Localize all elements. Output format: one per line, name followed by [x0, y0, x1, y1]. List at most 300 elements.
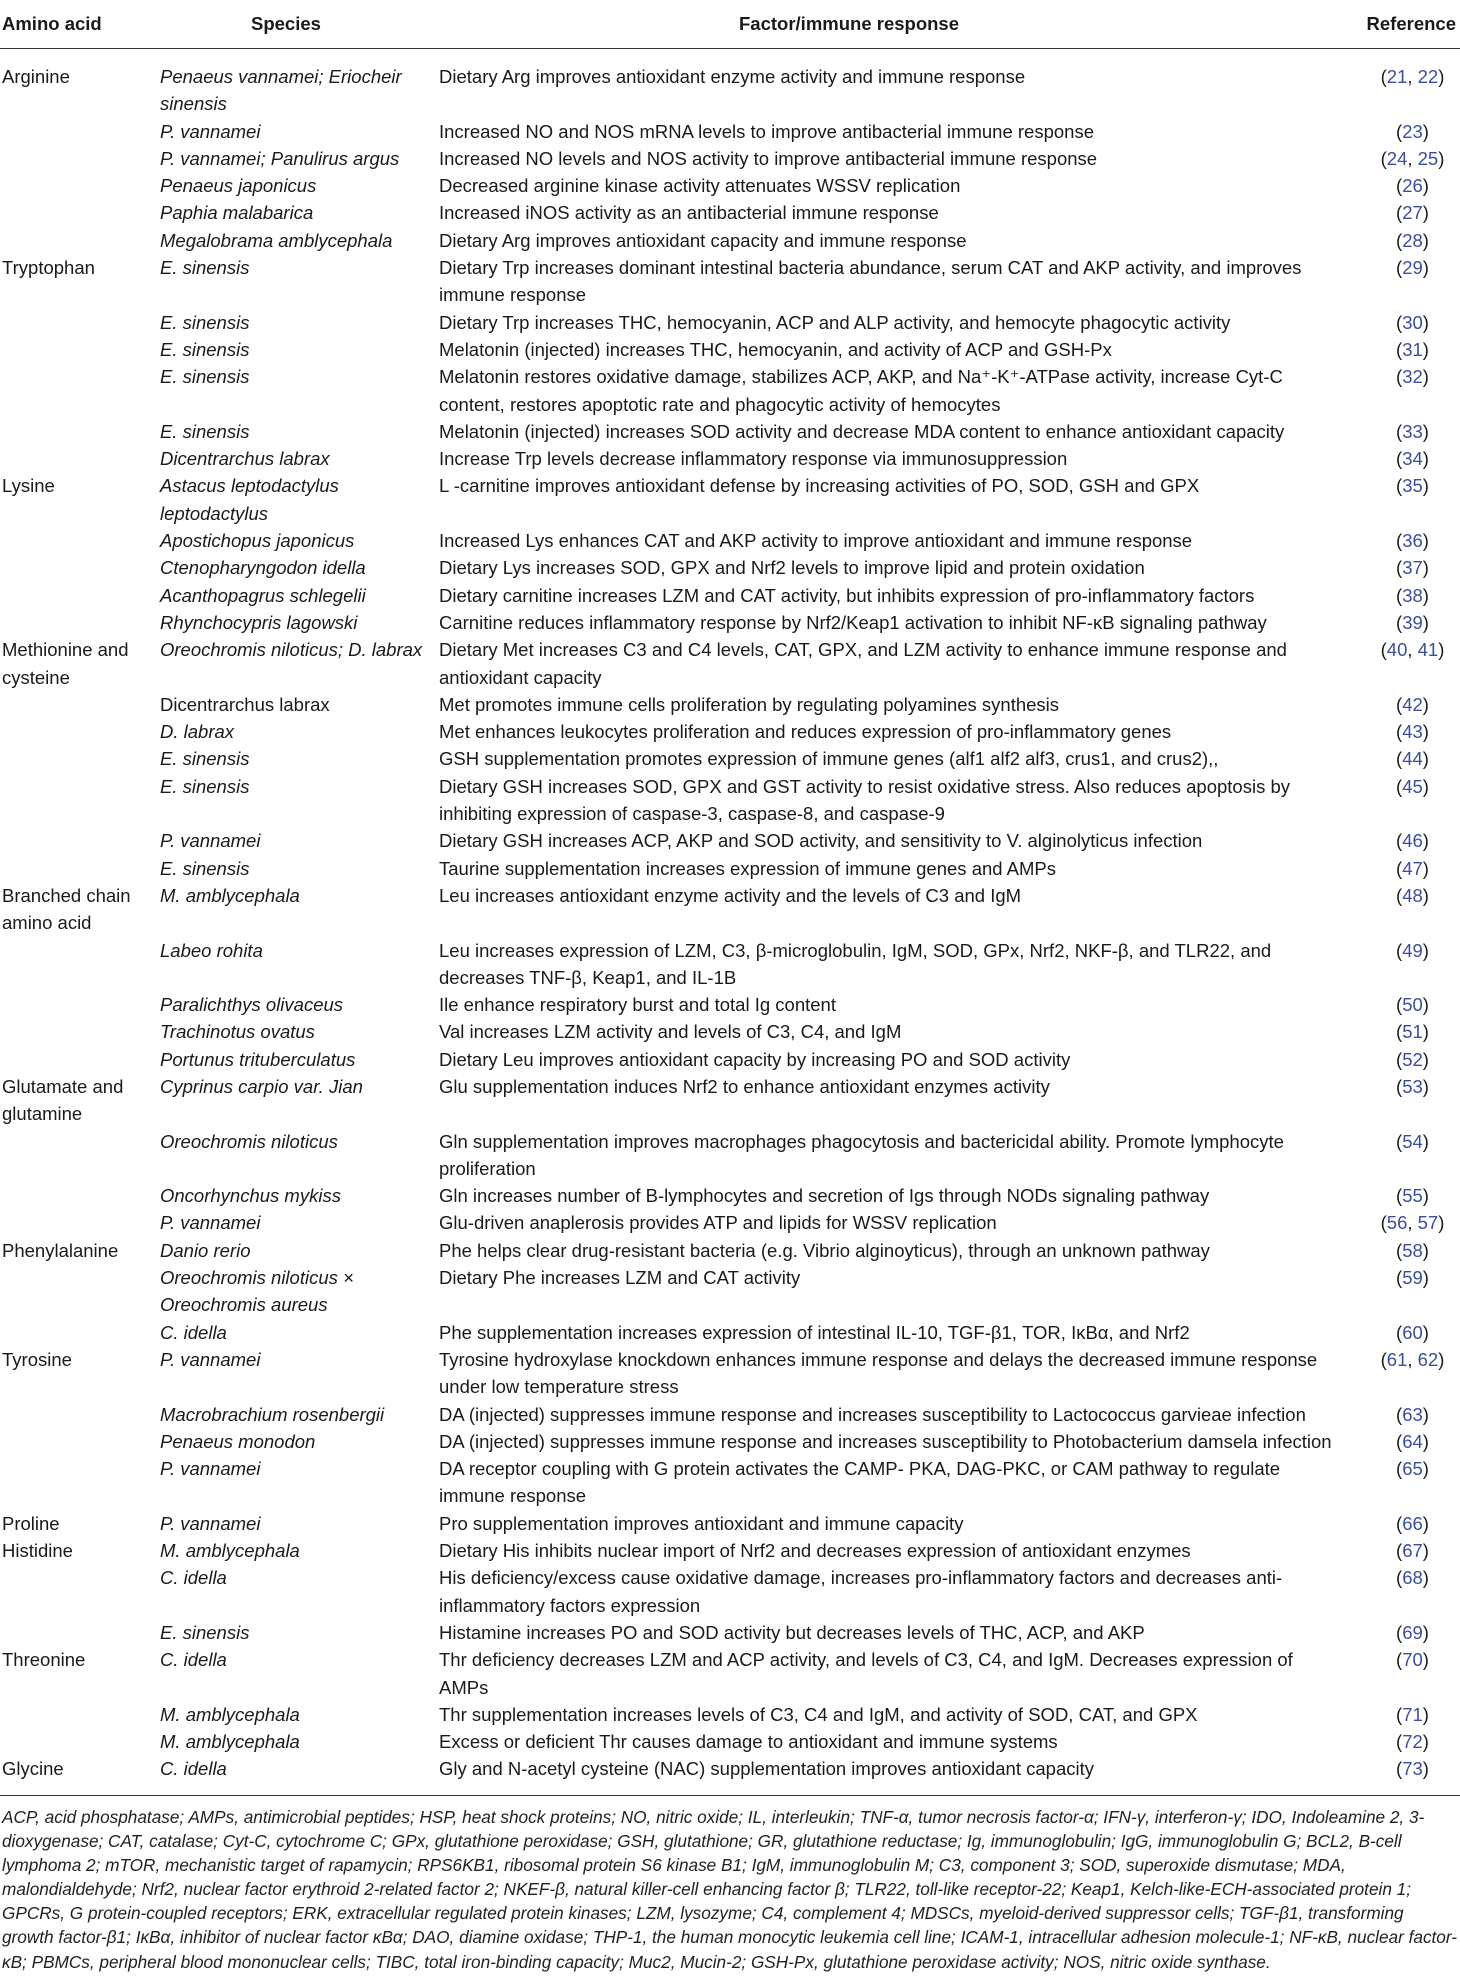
species-cell: Astacus leptodactylus leptodactylus	[160, 475, 339, 524]
reference-cell: (39)	[1396, 611, 1429, 633]
amino-acid-cell	[0, 1619, 159, 1646]
factor-cell: GSH supplementation promotes expression of immune genes (alf1 alf2 alf3, crus1, and crus2),,	[439, 748, 1219, 770]
table-row	[0, 227, 1460, 254]
species-cell: Macrobrachium rosenbergii	[160, 1403, 385, 1425]
table-row	[0, 118, 1460, 145]
amino-acid-cell	[0, 363, 159, 418]
species-cell: Danio rerio	[160, 1239, 251, 1261]
reference-cell: (48)	[1396, 884, 1429, 906]
amino-acid-cell	[0, 691, 159, 718]
table-row	[0, 554, 1460, 581]
species-cell: E. sinensis	[160, 366, 250, 388]
factor-cell: Dietary GSH increases SOD, GPX and GST activity to resist oxidative stress. Also reduces apoptosis by inhibiting expression of caspase-3, caspase-8, and caspase-9	[439, 775, 1290, 825]
table-row	[0, 1346, 1460, 1401]
reference-cell: (60)	[1396, 1321, 1429, 1343]
factor-cell: DA (injected) suppresses immune response and increases susceptibility to Lactococcus garvieae infection	[439, 1403, 1306, 1425]
reference-cell: (29)	[1396, 257, 1429, 279]
reference-link[interactable]: 54	[1402, 1130, 1423, 1152]
table-row	[0, 1755, 1460, 1782]
reference-cell: (61, 62)	[1380, 1348, 1445, 1370]
reference-link[interactable]: 68	[1402, 1567, 1423, 1589]
reference-link[interactable]: 32	[1402, 366, 1423, 388]
species-cell: Labeo rohita	[160, 939, 263, 961]
reference-cell: (53)	[1396, 1075, 1429, 1097]
species-cell: E. sinensis	[160, 748, 250, 770]
amino-acid-cell: Glycine	[2, 1758, 64, 1780]
amino-acid-cell	[0, 855, 159, 882]
reference-cell: (36)	[1396, 530, 1429, 552]
factor-cell: Carnitine reduces inflammatory response by Nrf2/Keap1 activation to inhibit NF-κB signaling pathway	[439, 611, 1267, 633]
reference-cell: (45)	[1396, 775, 1429, 797]
amino-acid-cell: Methionine and cysteine	[2, 639, 129, 688]
reference-cell: (68)	[1396, 1567, 1429, 1589]
amino-acid-cell	[0, 827, 159, 854]
reference-cell: (67)	[1396, 1540, 1429, 1562]
reference-link[interactable]: 26	[1402, 175, 1423, 197]
reference-cell: (33)	[1396, 420, 1429, 442]
table-row	[0, 636, 1460, 691]
factor-cell: Dietary Met increases C3 and C4 levels, CAT, GPX, and LZM activity to enhance immune response and antioxidant capacity	[439, 639, 1287, 688]
reference-link[interactable]: 56	[1386, 1212, 1408, 1234]
table-row	[0, 254, 1460, 309]
species-cell: Megalobrama amblycephala	[160, 229, 393, 251]
header-species: Species	[159, 0, 439, 49]
factor-cell: Gln supplementation improves macrophages phagocytosis and bactericidal ability. Promote lymphocyte proliferation	[439, 1130, 1284, 1179]
reference-link[interactable]: 43	[1402, 721, 1423, 743]
reference-link[interactable]: 51	[1402, 1021, 1423, 1043]
reference-link[interactable]: 64	[1402, 1430, 1423, 1452]
species-cell: M. amblycephala	[160, 1540, 300, 1562]
reference-cell: (71)	[1396, 1703, 1429, 1725]
species-cell: D. labrax	[160, 721, 235, 743]
reference-link[interactable]: 53	[1402, 1075, 1423, 1097]
amino-acid-cell	[0, 172, 159, 199]
amino-acid-cell	[0, 609, 159, 636]
table-row	[0, 1209, 1460, 1236]
reference-link[interactable]: 37	[1402, 557, 1423, 579]
amino-acid-cell	[0, 199, 159, 226]
species-cell: E. sinensis	[160, 257, 250, 279]
table-row	[0, 363, 1460, 418]
amino-acid-cell	[0, 445, 159, 472]
species-cell: E. sinensis	[160, 311, 250, 333]
reference-link[interactable]: 58	[1402, 1239, 1423, 1261]
species-cell: M. amblycephala	[160, 1703, 300, 1725]
reference-cell: (28)	[1396, 229, 1429, 251]
reference-cell: (54)	[1396, 1130, 1429, 1152]
table-row	[0, 1537, 1460, 1564]
species-cell: C. idella	[160, 1649, 227, 1671]
factor-cell: Dietary GSH increases ACP, AKP and SOD activity, and sensitivity to V. alginolyticus infection	[439, 830, 1203, 852]
reference-link[interactable]: 41	[1417, 639, 1439, 661]
reference-link[interactable]: 66	[1402, 1512, 1423, 1534]
species-cell: Oreochromis niloticus; D. labrax	[160, 639, 423, 661]
reference-link[interactable]: 57	[1417, 1212, 1439, 1234]
species-cell: Rhynchocypris lagowski	[160, 611, 358, 633]
amino-acid-cell	[0, 745, 159, 772]
amino-acid-cell	[0, 118, 159, 145]
species-cell: E. sinensis	[160, 857, 250, 879]
species-cell: Penaeus monodon	[160, 1430, 316, 1452]
reference-link[interactable]: 48	[1402, 884, 1423, 906]
reference-cell: (42)	[1396, 693, 1429, 715]
reference-cell: (51)	[1396, 1021, 1429, 1043]
table-row	[0, 1018, 1460, 1045]
reference-link[interactable]: 70	[1402, 1649, 1423, 1671]
reference-link[interactable]: 60	[1402, 1321, 1423, 1343]
reference-link[interactable]: 24	[1386, 147, 1408, 169]
amino-acid-cell	[0, 1018, 159, 1045]
reference-link[interactable]: 30	[1402, 311, 1423, 333]
species-cell: E. sinensis	[160, 1621, 250, 1643]
table-row	[0, 1428, 1460, 1455]
species-cell: Dicentrarchus labrax	[160, 693, 330, 715]
reference-cell: (27)	[1396, 202, 1429, 224]
species-cell: P. vannamei	[160, 120, 261, 142]
reference-link[interactable]: 22	[1417, 66, 1439, 87]
table-row	[0, 1073, 1460, 1128]
species-cell: M. amblycephala	[160, 1731, 300, 1753]
species-cell: C. idella	[160, 1758, 227, 1780]
table-row	[0, 1510, 1460, 1537]
factor-cell: Taurine supplementation increases expression of immune genes and AMPs	[439, 857, 1057, 879]
reference-link[interactable]: 45	[1402, 775, 1423, 797]
factor-cell: Leu increases expression of LZM, C3, β-microglobulin, IgM, SOD, GPx, Nrf2, NKF-β, and TLR22, and decreases TNF-β, Keap1, and IL-1B	[439, 939, 1272, 988]
factor-cell: Excess or deficient Thr causes damage to antioxidant and immune systems	[439, 1731, 1058, 1753]
amino-acid-cell	[0, 1128, 159, 1183]
species-cell: Acanthopagrus schlegelii	[160, 584, 366, 606]
table-row	[0, 991, 1460, 1018]
amino-acid-cell	[0, 1209, 159, 1236]
species-cell: Dicentrarchus labrax	[160, 448, 330, 470]
table-row	[0, 172, 1460, 199]
reference-link[interactable]: 27	[1402, 202, 1423, 224]
amino-acid-cell	[0, 1182, 159, 1209]
factor-cell: Increased NO and NOS mRNA levels to improve antibacterial immune response	[439, 120, 1094, 142]
reference-link[interactable]: 49	[1402, 939, 1423, 961]
amino-acid-cell: Glutamate and glutamine	[2, 1075, 124, 1125]
reference-link[interactable]: 67	[1402, 1540, 1423, 1562]
table-row	[0, 336, 1460, 363]
factor-cell: Melatonin (injected) increases SOD activity and decrease MDA content to enhance antioxidant capacity	[439, 420, 1285, 442]
table-row	[0, 309, 1460, 336]
species-cell: P. vannamei	[160, 1512, 261, 1534]
factor-cell: Dietary Leu improves antioxidant capacity by increasing PO and SOD activity	[439, 1048, 1071, 1070]
table-row	[0, 827, 1460, 854]
species-cell: Cyprinus carpio var. Jian	[160, 1075, 363, 1097]
table-row	[0, 199, 1460, 226]
species-cell: Oreochromis niloticus	[160, 1130, 338, 1152]
factor-cell: Decreased arginine kinase activity attenuates WSSV replication	[439, 175, 961, 197]
factor-cell: Phe supplementation increases expression of intestinal IL-10, TGF-β1, TOR, IκBα, and Nrf2	[439, 1321, 1190, 1343]
reference-link[interactable]: 40	[1386, 639, 1408, 661]
header-amino-acid: Amino acid	[0, 0, 159, 49]
reference-cell: (55)	[1396, 1185, 1429, 1207]
factor-cell: Met promotes immune cells proliferation by regulating polyamines synthesis	[439, 693, 1060, 715]
table-row	[0, 1701, 1460, 1728]
reference-link[interactable]: 59	[1402, 1267, 1423, 1289]
amino-acid-cell	[0, 1401, 159, 1428]
factor-cell: His deficiency/excess cause oxidative damage, increases pro-inflammatory factors and decreases anti-inflammatory factors expression	[439, 1567, 1283, 1616]
reference-link[interactable]: 33	[1402, 420, 1423, 442]
species-cell: Paralichthys olivaceus	[160, 994, 344, 1016]
reference-link[interactable]: 50	[1402, 994, 1423, 1016]
factor-cell: Dietary Arg improves antioxidant capacity and immune response	[439, 229, 967, 251]
reference-cell: (63)	[1396, 1403, 1429, 1425]
reference-cell: (64)	[1396, 1430, 1429, 1452]
species-cell: P. vannamei	[160, 1348, 261, 1370]
species-cell: Trachinotus ovatus	[160, 1021, 315, 1043]
reference-cell: (56, 57)	[1380, 1212, 1445, 1234]
reference-cell: (40, 41)	[1380, 639, 1445, 661]
reference-cell: (44)	[1396, 748, 1429, 770]
amino-acid-cell: Phenylalanine	[2, 1239, 119, 1261]
factor-cell: Gln increases number of B-lymphocytes and secretion of Igs through NODs signaling pathway	[439, 1185, 1210, 1207]
table-row	[0, 745, 1460, 772]
table-row	[0, 49, 1460, 118]
table-row	[0, 691, 1460, 718]
header-factor: Factor/immune response	[439, 0, 1345, 49]
table-row	[0, 937, 1460, 992]
species-cell: E. sinensis	[160, 420, 250, 442]
amino-acid-cell: Arginine	[2, 66, 70, 87]
reference-cell: (66)	[1396, 1512, 1429, 1534]
reference-cell: (72)	[1396, 1731, 1429, 1753]
factor-cell: Glu-driven anaplerosis provides ATP and lipids for WSSV replication	[439, 1212, 997, 1234]
factor-cell: DA receptor coupling with G protein activates the CAMP- PKA, DAG-PKC, or CAM pathway to regulate immune response	[439, 1458, 1281, 1507]
reference-link[interactable]: 73	[1402, 1758, 1423, 1780]
reference-cell: (65)	[1396, 1458, 1429, 1480]
amino-acid-cell	[0, 227, 159, 254]
factor-cell: Val increases LZM activity and levels of C3, C4, and IgM	[439, 1021, 902, 1043]
reference-cell: (49)	[1396, 939, 1429, 961]
amino-acid-cell	[0, 1728, 159, 1755]
factor-cell: Glu supplementation induces Nrf2 to enhance antioxidant enzymes activity	[439, 1075, 1050, 1097]
amino-acid-cell: Proline	[2, 1512, 60, 1534]
reference-link[interactable]: 71	[1402, 1703, 1423, 1725]
table-row	[0, 418, 1460, 445]
species-cell: E. sinensis	[160, 338, 250, 360]
header-row	[0, 0, 1460, 49]
species-cell: C. idella	[160, 1321, 227, 1343]
table-header	[0, 0, 1460, 49]
reference-cell: (38)	[1396, 584, 1429, 606]
reference-cell: (32)	[1396, 366, 1429, 388]
reference-cell: (59)	[1396, 1267, 1429, 1289]
amino-acid-cell: Histidine	[2, 1540, 73, 1562]
reference-cell: (47)	[1396, 857, 1429, 879]
table-row	[0, 1182, 1460, 1209]
table-row	[0, 527, 1460, 554]
table-row	[0, 1401, 1460, 1428]
table-row	[0, 145, 1460, 172]
factor-cell: Thr supplementation increases levels of C3, C4 and IgM, and activity of SOD, CAT, and GPX	[439, 1703, 1198, 1725]
species-cell: M. amblycephala	[160, 884, 300, 906]
table-row	[0, 609, 1460, 636]
amino-acid-cell	[0, 527, 159, 554]
reference-link[interactable]: 55	[1402, 1185, 1423, 1207]
amino-acid-cell: Tyrosine	[2, 1348, 72, 1370]
species-cell: Penaeus vannamei; Eriocheir sinensis	[160, 66, 402, 115]
amino-acid-cell	[0, 1564, 159, 1619]
table-row	[0, 1564, 1460, 1619]
reference-link[interactable]: 44	[1402, 748, 1423, 770]
table-row	[0, 855, 1460, 882]
table-row	[0, 882, 1460, 937]
table-row	[0, 1264, 1460, 1319]
table-row	[0, 1619, 1460, 1646]
reference-link[interactable]: 47	[1402, 857, 1423, 879]
reference-cell: (58)	[1396, 1239, 1429, 1261]
amino-acid-cell: Threonine	[2, 1649, 86, 1671]
header-reference: Reference	[1345, 0, 1460, 49]
species-cell: Ctenopharyngodon idella	[160, 557, 366, 579]
reference-cell: (23)	[1396, 120, 1429, 142]
reference-cell: (34)	[1396, 448, 1429, 470]
factor-cell: Increased Lys enhances CAT and AKP activity to improve antioxidant and immune response	[439, 530, 1193, 552]
table-row	[0, 1237, 1460, 1264]
reference-link[interactable]: 35	[1402, 475, 1423, 497]
species-cell: Portunus trituberculatus	[160, 1048, 356, 1070]
amino-acid-cell	[0, 554, 159, 581]
reference-link[interactable]: 62	[1417, 1348, 1439, 1370]
table-row	[0, 582, 1460, 609]
table-row	[0, 1646, 1460, 1701]
reference-link[interactable]: 61	[1386, 1348, 1408, 1370]
factor-cell: Increased NO levels and NOS activity to improve antibacterial immune response	[439, 147, 1098, 169]
amino-acid-cell	[0, 418, 159, 445]
species-cell: Apostichopus japonicus	[160, 530, 355, 552]
table-row	[0, 1128, 1460, 1183]
reference-link[interactable]: 21	[1386, 66, 1408, 87]
factor-cell: L -carnitine improves antioxidant defense by increasing activities of PO, SOD, GSH and GPX	[439, 475, 1200, 497]
table-row	[0, 1319, 1460, 1346]
table-row	[0, 1455, 1460, 1510]
species-cell: P. vannamei	[160, 1212, 261, 1234]
reference-link[interactable]: 25	[1417, 147, 1439, 169]
reference-link[interactable]: 31	[1402, 338, 1423, 360]
species-cell: Paphia malabarica	[160, 202, 314, 224]
reference-link[interactable]: 65	[1402, 1458, 1423, 1480]
reference-link[interactable]: 42	[1402, 693, 1423, 715]
reference-cell: (31)	[1396, 338, 1429, 360]
species-cell: P. vannamei; Panulirus argus	[160, 147, 400, 169]
amino-acid-cell	[0, 145, 159, 172]
amino-acid-cell	[0, 1264, 159, 1319]
table-row	[0, 1046, 1460, 1073]
factor-cell: Dietary His inhibits nuclear import of Nrf2 and decreases expression of antioxidant enzymes	[439, 1540, 1191, 1562]
reference-link[interactable]: 63	[1402, 1403, 1423, 1425]
table-row	[0, 472, 1460, 527]
amino-acid-cell	[0, 309, 159, 336]
reference-link[interactable]: 69	[1402, 1621, 1423, 1643]
amino-acid-cell	[0, 1701, 159, 1728]
amino-acid-cell	[0, 773, 159, 828]
amino-acid-cell: Tryptophan	[2, 257, 95, 279]
amino-acid-cell	[0, 1455, 159, 1510]
factor-cell: Dietary Arg improves antioxidant enzyme activity and immune response	[439, 66, 1026, 87]
reference-link[interactable]: 23	[1402, 120, 1423, 142]
reference-link[interactable]: 38	[1402, 584, 1423, 606]
factor-cell: Tyrosine hydroxylase knockdown enhances immune response and delays the decreased immune response under low temperature stress	[439, 1348, 1318, 1398]
table-footnote: ACP, acid phosphatase; AMPs, antimicrobial peptides; HSP, heat shock proteins; NO, nitric oxide; IL, interleukin; TNF-α, tumor necrosis factor-α; IFN-γ, interferon-γ; IDO, Indoleamine 2, 3-dioxygenase; CAT, catalase; Cyt-C, cytochrome C; GPx, glutathione peroxidase; GSH, glutathione; GR, glutathione reductase; Ig, immunoglobulin; IgG, immunoglobulin G; BCL2, B-cell lymphoma 2; mTOR, mechanistic target of rapamycin; RPS6KB1, ribosomal protein S6 kinase B1; IgM, immunoglobulin M; C3, component 3; SOD, superoxide dismutase; MDA, malondialdehyde; Nrf2, nuclear factor erythroid 2-related factor 2; NKEF-β, natural killer-cell enhancing factor β; TLR22, toll-like receptor-22; Keap1, Kelch-like-ECH-associated protein 1; GPCRs, G protein-coupled receptors; ERK, extracellular regulated protein kinases; LZM, lysozyme; C4, complement 4; MDSCs, myeloid-derived suppressor cells; TGF-β1, transforming growth factor-β1; IκBα, inhibitor of nuclear factor κBα; DAO, diamine oxidase; THP-1, the human monocytic leukemia cell line; ICAM-1, intracellular adhesion molecule-1; NF-κB, nuclear factor-κB; PBMCs, peripheral blood mononuclear cells; TIBC, total iron-binding capacity; Muc2, Mucin-2; GSH-Px, glutathione peroxidase activity; NOS, nitric oxide synthase.	[2, 1807, 1458, 1972]
factor-cell: Gly and N-acetyl cysteine (NAC) supplementation improves antioxidant capacity	[439, 1758, 1094, 1780]
factor-cell: Dietary Phe increases LZM and CAT activity	[439, 1267, 801, 1289]
amino-acid-cell	[0, 582, 159, 609]
factor-cell: Increased iNOS activity as an antibacterial immune response	[439, 202, 939, 224]
reference-cell: (37)	[1396, 557, 1429, 579]
species-cell: E. sinensis	[160, 775, 250, 797]
species-cell: P. vannamei	[160, 830, 261, 852]
reference-cell: (26)	[1396, 175, 1429, 197]
reference-link[interactable]: 36	[1402, 530, 1423, 552]
reference-cell: (21, 22)	[1380, 66, 1445, 87]
reference-cell: (69)	[1396, 1621, 1429, 1643]
reference-link[interactable]: 28	[1402, 229, 1423, 251]
reference-link[interactable]: 39	[1402, 611, 1423, 633]
factor-cell: Ile enhance respiratory burst and total Ig content	[439, 994, 836, 1016]
species-cell: C. idella	[160, 1567, 227, 1589]
amino-acid-cell: Branched chain amino acid	[2, 884, 131, 934]
amino-acid-cell	[0, 336, 159, 363]
factor-cell: Met enhances leukocytes proliferation and reduces expression of pro-inflammatory genes	[439, 721, 1172, 743]
table-row	[0, 1728, 1460, 1755]
reference-cell: (46)	[1396, 830, 1429, 852]
amino-acid-cell	[0, 1046, 159, 1073]
factor-cell: Melatonin restores oxidative damage, stabilizes ACP, AKP, and Na⁺-K⁺-ATPase activity, increase Cyt-C content, restores apoptotic rate and phagocytic activity of hemocytes	[439, 366, 1283, 415]
factor-cell: Increase Trp levels decrease inflammatory response via immunosuppression	[439, 448, 1068, 470]
factor-cell: Pro supplementation improves antioxidant and immune capacity	[439, 1512, 964, 1534]
factor-cell: DA (injected) suppresses immune response and increases susceptibility to Photobacterium damsela infection	[439, 1430, 1332, 1452]
reference-cell: (50)	[1396, 994, 1429, 1016]
amino-acid-cell: Lysine	[2, 475, 55, 497]
factor-cell: Phe helps clear drug-resistant bacteria (e.g. Vibrio alginoyticus), through an unknown pathway	[439, 1239, 1210, 1261]
amino-acid-cell	[0, 937, 159, 992]
table-row	[0, 773, 1460, 828]
factor-cell: Dietary carnitine increases LZM and CAT activity, but inhibits expression of pro-inflammatory factors	[439, 584, 1255, 606]
reference-cell: (35)	[1396, 475, 1429, 497]
species-cell: Oreochromis niloticus × Oreochromis aureus	[160, 1267, 354, 1316]
amino-acid-cell	[0, 718, 159, 745]
factor-cell: Dietary Trp increases dominant intestinal bacteria abundance, serum CAT and AKP activity, and improves immune response	[439, 257, 1302, 306]
table-body	[0, 49, 1460, 1783]
species-cell: P. vannamei	[160, 1458, 261, 1480]
species-cell: Penaeus japonicus	[160, 175, 317, 197]
reference-link[interactable]: 52	[1402, 1048, 1423, 1070]
factor-cell: Leu increases antioxidant enzyme activity and the levels of C3 and IgM	[439, 884, 1022, 906]
reference-link[interactable]: 46	[1402, 830, 1423, 852]
table-row	[0, 445, 1460, 472]
reference-link[interactable]: 34	[1402, 448, 1423, 470]
factor-cell: Dietary Trp increases THC, hemocyanin, ACP and ALP activity, and hemocyte phagocytic activity	[439, 311, 1231, 333]
reference-cell: (70)	[1396, 1649, 1429, 1671]
factor-cell: Histamine increases PO and SOD activity but decreases levels of THC, ACP, and AKP	[439, 1621, 1145, 1643]
table-row	[0, 718, 1460, 745]
factor-cell: Dietary Lys increases SOD, GPX and Nrf2 levels to improve lipid and protein oxidation	[439, 557, 1145, 579]
reference-cell: (73)	[1396, 1758, 1429, 1780]
factor-cell: Melatonin (injected) increases THC, hemocyanin, and activity of ACP and GSH-Px	[439, 338, 1112, 360]
reference-cell: (43)	[1396, 721, 1429, 743]
species-cell: Oncorhynchus mykiss	[160, 1185, 341, 1207]
reference-cell: (30)	[1396, 311, 1429, 333]
footnote-divider	[0, 1795, 1460, 1796]
reference-link[interactable]: 72	[1402, 1731, 1423, 1753]
factor-cell: Thr deficiency decreases LZM and ACP activity, and levels of C3, C4, and IgM. Decreases expression of AMPs	[439, 1649, 1293, 1698]
amino-acid-cell	[0, 1319, 159, 1346]
reference-link[interactable]: 29	[1402, 257, 1423, 279]
amino-acid-cell	[0, 991, 159, 1018]
amino-acid-cell	[0, 1428, 159, 1455]
